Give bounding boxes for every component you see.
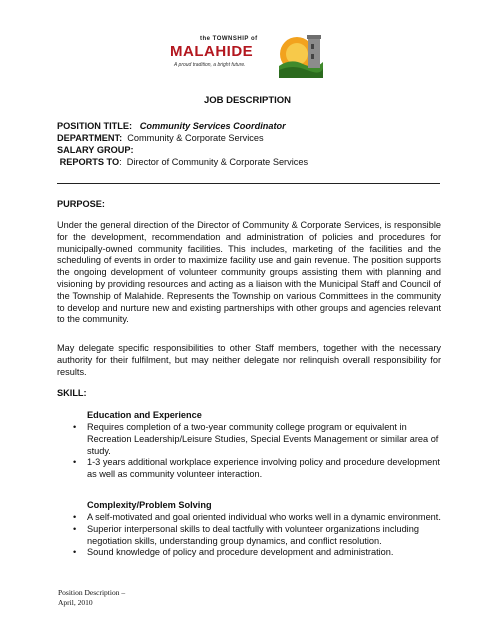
salary-group-row (57, 144, 308, 156)
salary-group-label: SALARY GROUP: (57, 145, 134, 155)
footer-line-1: Position Description – (58, 588, 126, 597)
list-item: • Requires completion of a two-year community college program or equivalent in Recreation Leadership/Leisure Studies, Special Events Management or similar area of study. (73, 422, 443, 457)
position-title-label: POSITION TITLE: (57, 121, 133, 131)
skill-heading: SKILL: (57, 388, 87, 398)
complexity-list (73, 512, 443, 559)
education-heading: Education and Experience (87, 410, 202, 420)
logo-name-text: MALAHIDE (170, 43, 254, 60)
position-title-value: Community Services Coordinator (139, 121, 286, 131)
purpose-heading: PURPOSE: (57, 199, 105, 209)
position-title-row (57, 120, 308, 132)
logo-emblem-icon (277, 32, 325, 78)
list-item: • 1-3 years additional workplace experience involving policy and procedure development as well as community volunteer interaction. (73, 457, 443, 481)
department-value: Community & Corporate Services (127, 133, 264, 143)
township-logo (170, 36, 330, 78)
complexity-heading: Complexity/Problem Solving (87, 500, 212, 510)
list-item: • Superior interpersonal skills to deal tactfully with volunteer organizations including negotiation skills, understanding group dynamics, and conflict resolution. (73, 524, 443, 548)
logo-tagline: A proud tradition, a bright future. (174, 62, 246, 68)
list-item: • Sound knowledge of policy and procedure development and administration. (73, 547, 443, 559)
reports-to-row: REPORTS TO: Director of Community & Corporate Services (59, 157, 309, 167)
purpose-paragraph-1: Under the general direction of the Director of Community & Corporate Services, is responsible for the development, recommendation and administration of policies and procedures for municipally-owned community facilities. This includes, marketing of the facilities and the scheduling of events in order to maximize facility use and gain revenue. The position supports the ongoing development of volunteer community groups assisting them with planning and visioning by providing resources and acting as a liaison with the Municipal Staff and Council of the Township of Malahide. Represents the Township on various Committees in the community to develop and nurture new and existing partnerships with other groups and agencies relevant to the community. (57, 220, 441, 325)
job-meta (57, 120, 308, 168)
reports-to-label: REPORTS TO (59, 157, 120, 167)
department-label: DEPARTMENT: (57, 133, 123, 143)
education-list (73, 422, 443, 481)
logo-township-text: the TOWNSHIP of (200, 36, 258, 42)
document-heading: JOB DESCRIPTION (203, 95, 292, 106)
page-footer (58, 588, 125, 608)
department-row (57, 132, 308, 144)
reports-to-value: Director of Community & Corporate Services (126, 157, 309, 167)
list-item: • A self-motivated and goal oriented individual who works well in a dynamic environment. (73, 512, 443, 524)
footer-line-2: April, 2010 (58, 598, 93, 607)
purpose-paragraph-2: May delegate specific responsibilities to other Staff members, together with the necessary authority for their fulfilment, but may neither delegate nor relinquish overall responsibility for results. (57, 343, 441, 377)
section-divider (57, 183, 440, 184)
